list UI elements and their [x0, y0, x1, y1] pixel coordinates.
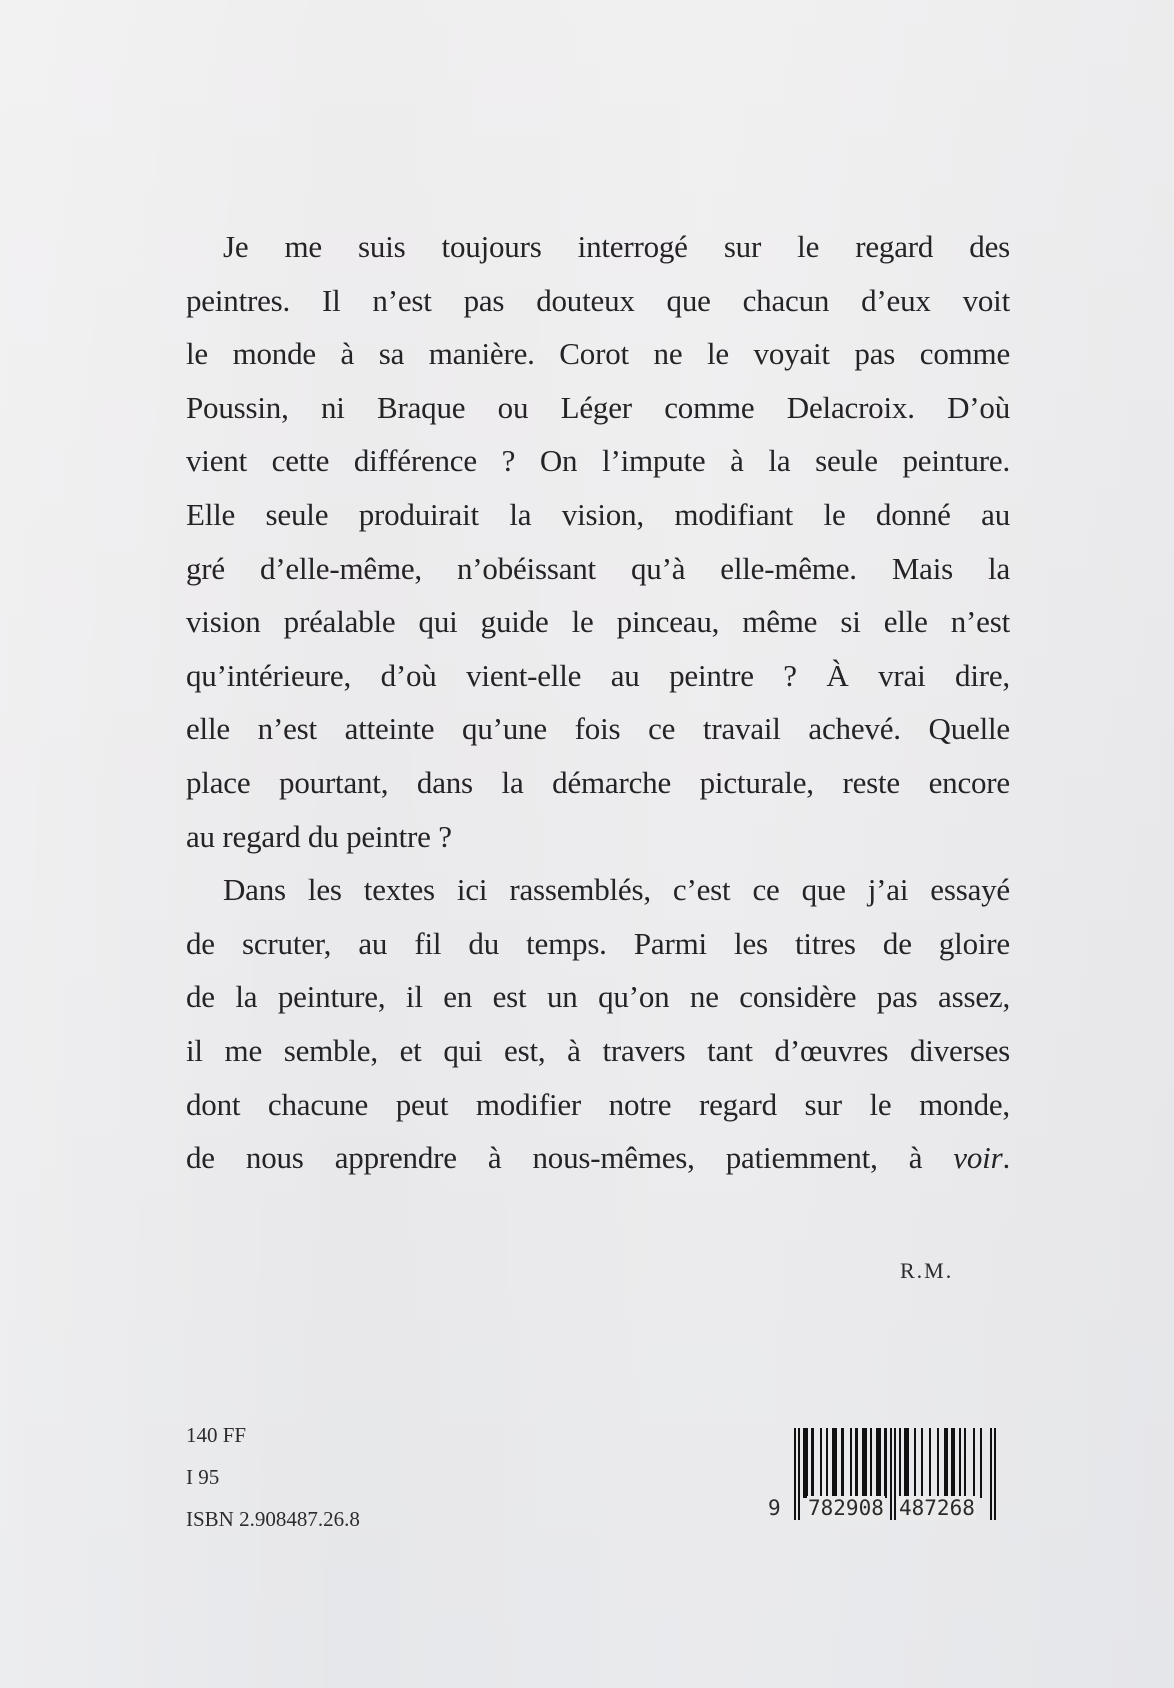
text-line: il me semble, et qui est, à travers tant d’œuvres diverses: [186, 1032, 1010, 1068]
text-line: vision préalable qui guide le pinceau, même si elle n’est: [186, 604, 1010, 640]
text-line: Je me suis toujours interrogé sur le regard des: [223, 229, 1010, 264]
colophon: [186, 1414, 360, 1540]
text-line: le monde à sa manière. Corot ne le voyait pas comme: [186, 336, 1010, 372]
text-line: place pourtant, dans la démarche picturale, reste encore: [186, 764, 1010, 800]
text-line-last: [186, 1131, 1010, 1185]
ean-barcode: [768, 1424, 1018, 1529]
text-segment: .: [1002, 1140, 1010, 1176]
barcode-digits-left: 782908: [808, 1496, 884, 1520]
text-line: de scruter, au fil du temps. Parmi les titres de gloire: [186, 925, 1010, 961]
body-text: [186, 220, 1010, 1185]
isbn: ISBN 2.908487.26.8: [186, 1507, 360, 1531]
text-line: elle n’est atteinte qu’une fois ce travail achevé. Quelle: [186, 711, 1010, 747]
text-line: de la peinture, il en est un qu’on ne considère pas assez,: [186, 979, 1010, 1015]
text-line: peintres. Il n’est pas douteux que chacun d’eux voit: [186, 282, 1010, 318]
italic-word: voir: [953, 1140, 1003, 1176]
text-segment: de nous apprendre à nous-mêmes, patiemment, à: [186, 1140, 954, 1176]
text-line: Dans les textes ici rassemblés, c’est ce que j’ai essayé: [223, 872, 1010, 908]
text-line: qu’intérieure, d’où vient-elle au peintre ? À vrai dire,: [186, 657, 1010, 693]
text-line: au regard du peintre ?: [186, 818, 452, 854]
text-line: vient cette différence ? On l’impute à la seule peinture.: [186, 443, 1010, 479]
text-line: Poussin, ni Braque ou Léger comme Delacroix. D’où: [186, 389, 1010, 425]
text-line: Elle seule produirait la vision, modifiant le donné au: [186, 496, 1010, 532]
text-line: dont chacune peut modifier notre regard sur le monde,: [186, 1086, 1010, 1122]
author-initials: R.M.: [900, 1258, 954, 1283]
barcode-lead-digit: 9: [768, 1496, 781, 1520]
price: 140 FF: [186, 1423, 247, 1447]
text-line: gré d’elle-même, n’obéissant qu’à elle-même. Mais la: [186, 550, 1010, 586]
catalog-code: I 95: [186, 1465, 220, 1489]
barcode-digits-right: 487268: [899, 1496, 975, 1520]
